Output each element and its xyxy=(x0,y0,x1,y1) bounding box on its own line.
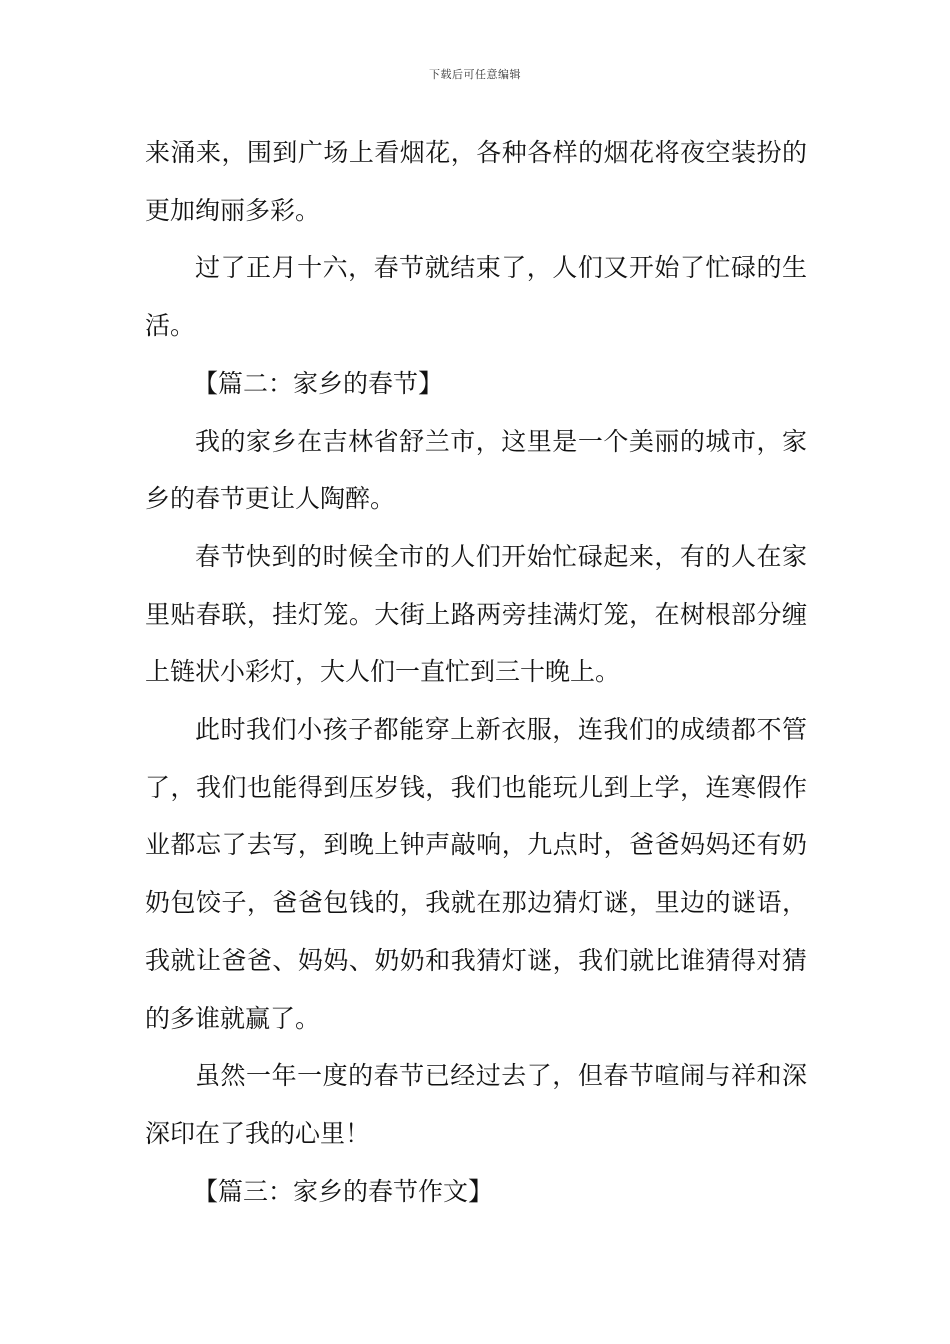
document-body xyxy=(145,124,807,1220)
paragraph: 虽然一年一度的春节已经过去了，但春节喧闹与祥和深深印在了我的心里！ xyxy=(145,1061,807,1148)
paragraph-continued: 来涌来，围到广场上看烟花，各种各样的烟花将夜空装扮的更加绚丽多彩。 xyxy=(145,138,807,225)
section-heading-2: 【篇二：家乡的春节】 xyxy=(193,368,444,398)
paragraph: 我的家乡在吉林省舒兰市，这里是一个美丽的城市，家乡的春节更让人陶醉。 xyxy=(145,426,807,514)
paragraph: 过了正月十六，春节就结束了，人们又开始了忙碌的生活。 xyxy=(145,253,807,341)
page-header: 下载后可任意编辑 xyxy=(429,68,521,81)
section-heading-3: 【篇三：家乡的春节作文】 xyxy=(193,1176,494,1206)
paragraph: 此时我们小孩子都能穿上新衣服，连我们的成绩都不管了，我们也能得到压岁钱，我们也能玩儿到上学，连寒假作业都忘了去写，到晚上钟声敲响，九点时，爸爸妈妈还有奶奶包饺子，爸爸包钱的，我就在那边猜灯谜，里边的谜语，我就让爸爸、妈妈、奶奶和我猜灯谜，我们就比谁猜得对猜的多谁就赢了。 xyxy=(145,715,807,1033)
paragraph: 春节快到的时候全市的人们开始忙碌起来，有的人在家里贴春联，挂灯笼。大街上路两旁挂满灯笼，在树根部分缠上链状小彩灯，大人们一直忙到三十晚上。 xyxy=(145,541,807,687)
